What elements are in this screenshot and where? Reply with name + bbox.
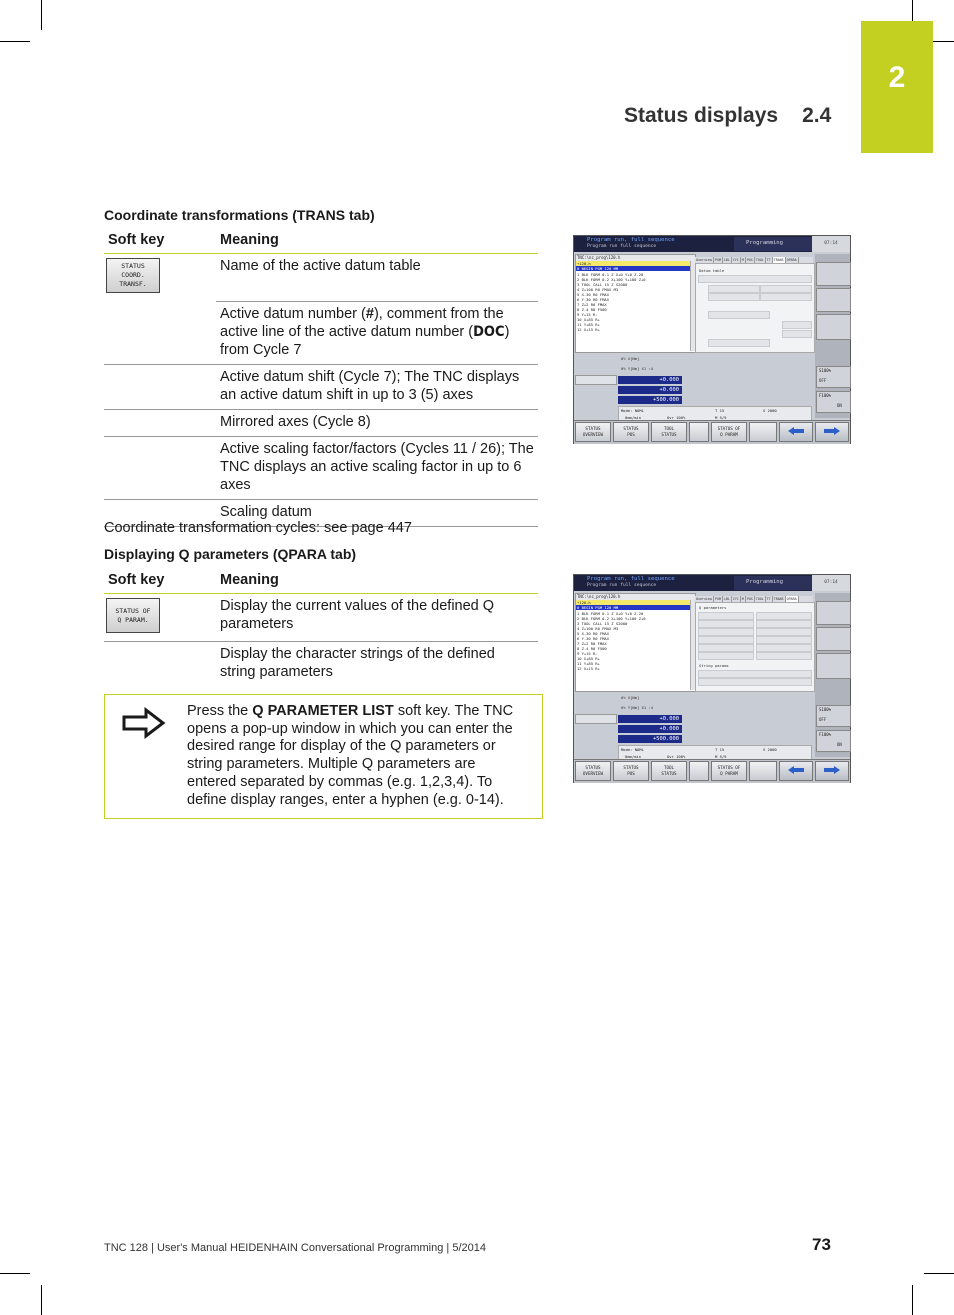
status-q-param-softkey[interactable]: STATUS OF Q PARAM xyxy=(711,422,747,442)
note-box xyxy=(104,694,543,819)
program-line: 6 Y-30 R0 FMAX xyxy=(577,636,610,641)
load-readout: 0% Y[Nm] S1 :4 xyxy=(621,366,654,371)
mode-bar xyxy=(574,236,812,252)
side-softkey-column xyxy=(815,593,850,757)
arrow-right-icon xyxy=(121,707,167,739)
position-x: +0.000 xyxy=(618,715,682,723)
shift-row xyxy=(760,285,812,293)
shift-row xyxy=(760,293,812,301)
softkey-line: STATUS xyxy=(121,262,145,270)
position-y: +0.000 xyxy=(618,386,682,394)
string-param-row xyxy=(698,670,812,678)
softkey-line: Q PARAM. xyxy=(117,615,149,624)
tab-lbl[interactable]: LBL xyxy=(723,258,730,262)
arrow-left-icon xyxy=(786,765,806,775)
machine-status-bar: Mode: NOML T 15 S 2000 0mm/min Ovr 100% M 5/9 xyxy=(618,406,812,422)
softkey-row xyxy=(574,759,850,783)
program-line: 12 X+15 R+ xyxy=(577,327,600,332)
view-control[interactable] xyxy=(575,375,617,385)
side-key-m[interactable] xyxy=(816,262,851,286)
q-param-row xyxy=(698,652,754,660)
table-header-row xyxy=(104,568,538,594)
program-line: 12 X+15 R+ xyxy=(577,666,600,671)
load-readout: 0% X[Nm] xyxy=(621,356,640,361)
table-row xyxy=(104,254,538,302)
position-y: +0.000 xyxy=(618,725,682,733)
program-line: 8 Z-4 R0 F500 xyxy=(577,646,607,651)
load-readout: 0% X[Nm] xyxy=(621,695,640,700)
col-softkey: Soft key xyxy=(104,568,216,594)
program-line: 9 Y+15 R- xyxy=(577,651,598,656)
spindle-override[interactable]: S100% OFF xyxy=(816,366,851,388)
qpara-status-pane xyxy=(695,602,815,692)
spindle-override[interactable]: S100% OFF xyxy=(816,705,851,727)
forward-arrow-softkey[interactable] xyxy=(815,422,849,442)
q-param-row xyxy=(756,644,812,652)
meaning-cell: Display the current values of the defined Q parameters xyxy=(216,594,538,642)
qpara-heading: Displaying Q parameters (QPARA tab) xyxy=(104,546,357,562)
mode-title: Program run, full sequence xyxy=(587,576,675,582)
status-coord-transf-softkey[interactable] xyxy=(106,258,160,293)
view-control[interactable] xyxy=(575,714,617,724)
programming-mode-button[interactable]: Programming xyxy=(734,237,812,251)
q-param-row xyxy=(756,620,812,628)
section-title: Status displays xyxy=(624,104,779,127)
load-readout: 0% Y[Nm] S1 :4 xyxy=(621,705,654,710)
back-arrow-softkey[interactable] xyxy=(779,761,813,781)
tab-tool[interactable]: TOOL xyxy=(755,258,764,262)
program-pane xyxy=(575,254,696,353)
meaning-cell: Scaling datum xyxy=(216,499,538,526)
scale-datum-row xyxy=(708,339,770,347)
mode-bar xyxy=(574,575,812,591)
program-line: 10 X+85 R+ xyxy=(577,317,600,322)
shift-row xyxy=(708,285,760,293)
position-z: +500.000 xyxy=(618,396,682,404)
tool-status-softkey[interactable]: TOOL STATUS xyxy=(651,761,687,781)
program-line: 4 Z+100 R0 FMAX M3 xyxy=(577,626,619,631)
tool-status-softkey[interactable]: TOOL STATUS xyxy=(651,422,687,442)
tab-trans[interactable]: TRANS xyxy=(773,597,784,601)
side-key-m[interactable] xyxy=(816,601,851,625)
crop-mark xyxy=(924,1273,954,1274)
program-line: 8 Z-4 R0 F500 xyxy=(577,307,607,312)
side-key-t[interactable] xyxy=(816,314,851,340)
file-path: TNC:\nc_prog\120.h xyxy=(576,255,695,261)
pane-label: String params xyxy=(699,663,729,668)
tab-cyc[interactable]: CYC xyxy=(732,597,739,601)
softkey-line: STATUS OF xyxy=(115,606,151,615)
side-key-t[interactable] xyxy=(816,653,851,679)
program-line: 0 BEGIN PGM 120 MM xyxy=(576,605,691,610)
table-row xyxy=(104,642,538,687)
side-key-s[interactable] xyxy=(816,288,851,312)
arrow-left-icon xyxy=(786,426,806,436)
tab-pos[interactable]: POS xyxy=(746,258,753,262)
tab-pgm[interactable]: PGM xyxy=(714,597,721,601)
status-of-q-param-softkey[interactable] xyxy=(106,598,160,633)
q-param-row xyxy=(756,612,812,620)
mirror-row xyxy=(708,311,770,319)
crossref-text: Coordinate transformation cycles: see page 447 xyxy=(104,520,412,536)
mode-title: Program run, full sequence xyxy=(587,237,675,243)
shift-row xyxy=(708,293,760,301)
tab-m[interactable]: M xyxy=(741,258,744,262)
program-pane xyxy=(575,593,696,692)
q-param-row xyxy=(756,652,812,660)
section-number: 2.4 xyxy=(802,104,832,127)
tab-lbl[interactable]: LBL xyxy=(723,597,730,601)
program-line: 5 X-30 R0 FMAX xyxy=(577,631,610,636)
pane-label: Datum table xyxy=(699,268,725,273)
programming-mode-button[interactable]: Programming xyxy=(734,576,812,590)
clock: 07:14 xyxy=(812,236,850,252)
crop-mark xyxy=(912,1285,913,1315)
table-row xyxy=(104,409,538,436)
q-param-row xyxy=(756,636,812,644)
meaning-cell: Mirrored axes (Cycle 8) xyxy=(216,409,538,436)
tab-tt[interactable]: TT xyxy=(766,258,771,262)
tab-m[interactable]: M xyxy=(741,597,744,601)
tab-trans[interactable]: TRANS xyxy=(773,258,784,262)
arrow-right-icon xyxy=(822,426,842,436)
meaning-cell: Active datum number (#), comment from the active line of the active datum number (DOC) from Cycle 7 xyxy=(216,301,538,364)
tab-tt[interactable]: TT xyxy=(766,597,771,601)
crop-mark xyxy=(0,1273,30,1274)
feed-override[interactable]: F100% ON xyxy=(816,391,851,413)
mode-subtitle: Program run full sequence xyxy=(587,583,657,588)
status-overview-softkey[interactable]: STATUS OVERVIEW xyxy=(575,761,611,781)
pane-label: Q parameters xyxy=(699,605,727,610)
program-line: 7 Z+2 R0 FMAX xyxy=(577,641,607,646)
program-line: 9 Y+15 R- xyxy=(577,312,598,317)
trans-heading: Coordinate transformations (TRANS tab) xyxy=(104,207,375,223)
qpara-softkey-table xyxy=(104,568,538,686)
tab-tool[interactable]: TOOL xyxy=(755,597,764,601)
softkey-row xyxy=(574,420,850,444)
position-x: +0.000 xyxy=(618,376,682,384)
program-line: 2 BLK FORM 0.2 X+100 Y+100 Z+0 xyxy=(577,616,646,621)
side-softkey-column xyxy=(815,254,850,418)
col-meaning: Meaning xyxy=(216,568,538,594)
crop-mark xyxy=(933,41,954,42)
meaning-cell: Active datum shift (Cycle 7); The TNC displays an active datum shift in up to 3 (5) axes xyxy=(216,364,538,409)
program-line: 11 Y+85 R+ xyxy=(577,661,600,666)
program-line: 3 TOOL CALL 15 Z S2000 xyxy=(577,621,628,626)
program-line: →120.h xyxy=(576,600,691,605)
program-line: 11 Y+85 R+ xyxy=(577,322,600,327)
page-number: 73 xyxy=(812,1235,831,1254)
tab-qpara[interactable]: QPARA xyxy=(786,597,797,601)
machine-status-bar: Mode: NOML T 15 S 2000 0mm/min Ovr 100% M 5/9 xyxy=(618,745,812,761)
program-line: 10 X+85 R+ xyxy=(577,656,600,661)
tab-cyc[interactable]: CYC xyxy=(732,258,739,262)
status-overview-softkey[interactable]: STATUS OVERVIEW xyxy=(575,422,611,442)
table-row xyxy=(104,594,538,642)
scale-row xyxy=(782,321,812,329)
datum-row xyxy=(698,275,812,283)
note-text: Press the Q PARAMETER LIST soft key. The TNC opens a pop-up window in which you can enter the desired range for display of the Q parameters or string parameters. Multiple Q parameters are entered separated by commas (e.g. 1,2,3,4). To define display ranges, enter a hyphen (e.g. 0-14). xyxy=(187,703,514,808)
crop-mark xyxy=(912,0,913,21)
position-z: +500.000 xyxy=(618,735,682,743)
tab-pos[interactable]: POS xyxy=(746,597,753,601)
status-pos-softkey[interactable]: STATUS POS xyxy=(613,761,649,781)
program-line: 0 BEGIN PGM 120 MM xyxy=(576,266,691,271)
crop-mark xyxy=(41,0,42,30)
q-param-row xyxy=(698,620,754,628)
side-key-s[interactable] xyxy=(816,627,851,651)
forward-arrow-softkey[interactable] xyxy=(815,761,849,781)
back-arrow-softkey[interactable] xyxy=(779,422,813,442)
q-param-row xyxy=(756,628,812,636)
softkey-line: TRANSF. xyxy=(119,280,147,288)
feed-override[interactable]: F100% ON xyxy=(816,730,851,752)
table-header-row xyxy=(104,228,538,254)
empty-softkey[interactable] xyxy=(749,761,777,781)
running-header xyxy=(624,104,831,128)
mode-subtitle: Program run full sequence xyxy=(587,244,657,249)
table-row xyxy=(104,436,538,499)
program-line: 1 BLK FORM 0.1 Z X+0 Y+0 Z-20 xyxy=(577,611,644,616)
table-row xyxy=(104,364,538,409)
program-line: 2 BLK FORM 0.2 X+100 Y+100 Z+0 xyxy=(577,277,646,282)
trans-softkey-table xyxy=(104,228,538,527)
col-softkey: Soft key xyxy=(104,228,216,254)
col-meaning: Meaning xyxy=(216,228,538,254)
chapter-tab xyxy=(861,21,933,153)
arrow-right-icon xyxy=(822,765,842,775)
tab-overview[interactable]: Overview xyxy=(696,597,712,601)
program-line: 1 BLK FORM 0.1 Z X+0 Y+0 Z-20 xyxy=(577,272,644,277)
clock: 07:14 xyxy=(812,575,850,591)
tab-overview[interactable]: Overview xyxy=(696,258,712,262)
empty-softkey[interactable] xyxy=(689,761,709,781)
meaning-cell: Active scaling factor/factors (Cycles 11 / 26); The TNC displays an active scaling factor in up to 6 axes xyxy=(216,436,538,499)
footer-text: TNC 128 | User's Manual HEIDENHAIN Conversational Programming | 5/2014 xyxy=(104,1242,486,1254)
q-param-row xyxy=(698,628,754,636)
scale-row xyxy=(782,330,812,338)
program-line: 4 Z+100 R0 FMAX M3 xyxy=(577,287,619,292)
table-row xyxy=(104,301,538,364)
string-param-row xyxy=(698,678,812,686)
tab-qpara[interactable]: QPARA xyxy=(786,258,797,262)
crop-mark xyxy=(0,41,30,42)
status-pos-softkey[interactable]: STATUS POS xyxy=(613,422,649,442)
empty-softkey[interactable] xyxy=(749,422,777,442)
program-line: →120.h xyxy=(576,261,691,266)
meaning-cell: Display the character strings of the defined string parameters xyxy=(220,646,495,680)
softkey-line: COORD. xyxy=(121,271,145,279)
program-line: 3 TOOL CALL 15 Z S2000 xyxy=(577,282,628,287)
tab-pgm[interactable]: PGM xyxy=(714,258,721,262)
program-line: 5 X-30 R0 FMAX xyxy=(577,292,610,297)
program-line: 7 Z+2 R0 FMAX xyxy=(577,302,607,307)
crop-mark xyxy=(41,1285,42,1315)
empty-softkey[interactable] xyxy=(689,422,709,442)
program-line: 6 Y-30 R0 FMAX xyxy=(577,297,610,302)
tnc-screenshot-qpara xyxy=(573,574,851,783)
trans-status-pane xyxy=(695,263,815,353)
q-param-row xyxy=(698,636,754,644)
file-path: TNC:\nc_prog\120.h xyxy=(576,594,695,600)
tnc-screenshot-trans xyxy=(573,235,851,444)
q-param-row xyxy=(698,644,754,652)
status-q-param-softkey[interactable]: STATUS OF Q PARAM xyxy=(711,761,747,781)
chapter-number: 2 xyxy=(888,61,906,94)
meaning-cell: Name of the active datum table xyxy=(216,254,538,302)
q-param-row xyxy=(698,612,754,620)
